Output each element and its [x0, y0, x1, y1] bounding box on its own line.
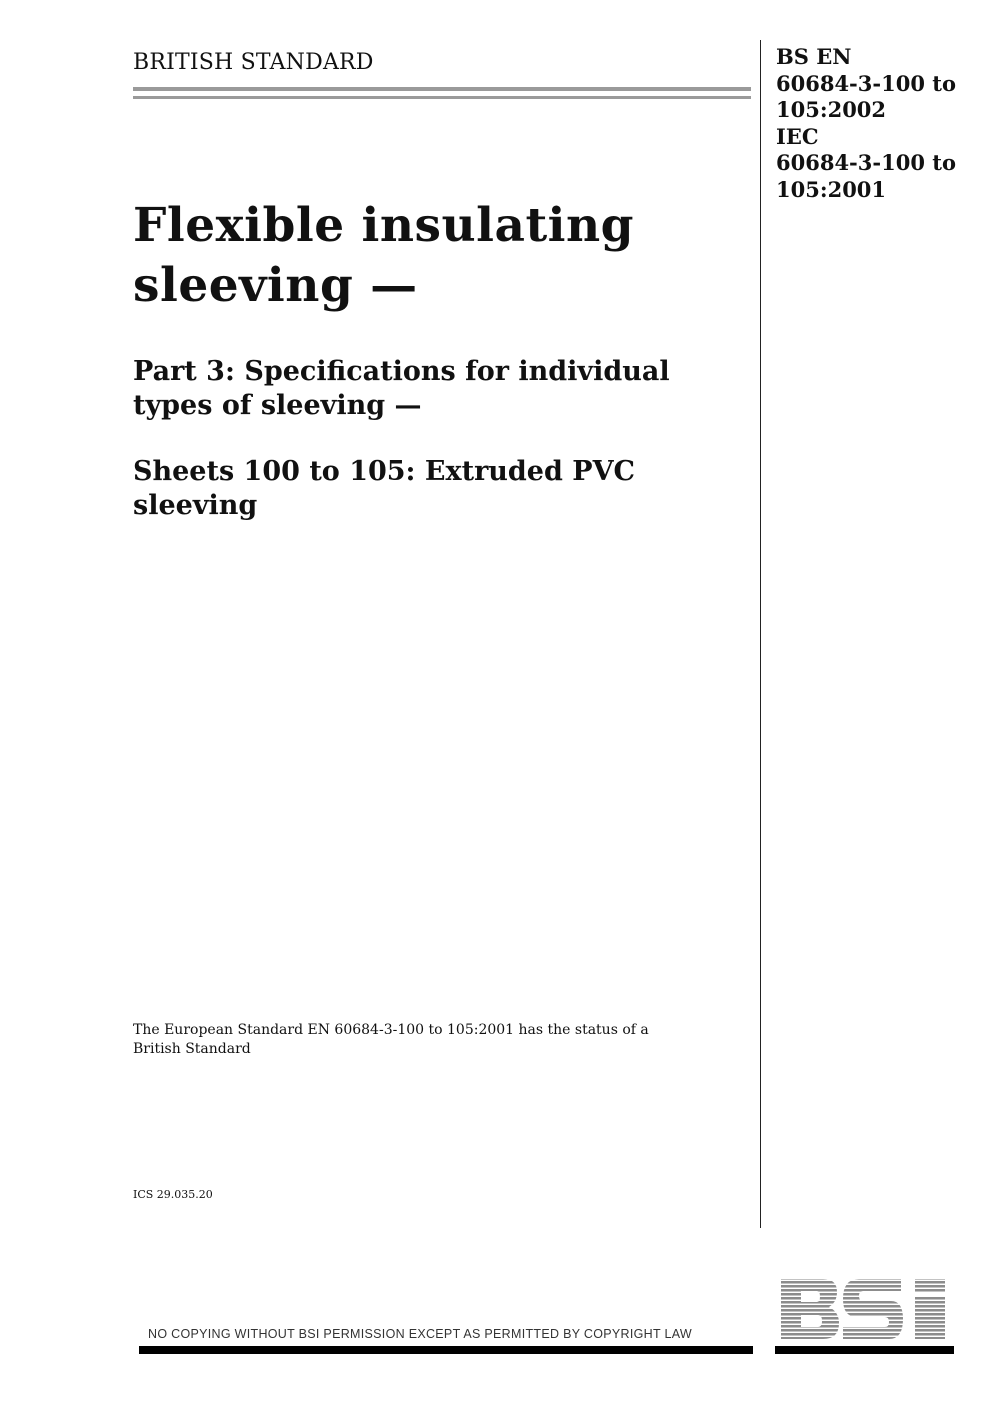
series-label: BRITISH STANDARD — [133, 50, 374, 75]
copyright-notice: NO COPYING WITHOUT BSI PERMISSION EXCEPT AS PERMITTED BY COPYRIGHT LAW — [148, 1327, 693, 1341]
standard-number-line: 60684-3-100 to — [776, 70, 956, 96]
standard-number-line: 60684-3-100 to — [776, 150, 956, 175]
sheets-title-line: sleeving — [133, 490, 258, 521]
ics-code: ICS 29.035.20 — [133, 1188, 213, 1201]
standard-number-line: 105:2001 — [776, 176, 887, 202]
part-title — [133, 355, 670, 423]
status-note — [133, 1021, 649, 1059]
part-title-line: Part 3: Specifications for individual — [133, 356, 670, 387]
column-divider — [760, 40, 761, 1228]
sheets-title-line: Sheets 100 to 105: Extruded PVC — [133, 456, 636, 487]
part-title-line: types of sleeving — — [133, 390, 422, 421]
standard-numbers — [776, 44, 956, 203]
header-rule-thick — [133, 87, 751, 91]
title-line: sleeving — — [133, 258, 418, 313]
document-title — [133, 196, 743, 316]
header-rule-thin — [133, 96, 751, 99]
standard-number-line: IEC — [776, 123, 819, 149]
title-line: Flexible insulating — [133, 198, 635, 253]
standard-number-line: BS EN — [776, 44, 852, 69]
footer-rule — [139, 1346, 753, 1354]
sheets-title — [133, 455, 635, 523]
status-note-line: The European Standard EN 60684-3-100 to 105:2001 has the status of a — [133, 1022, 649, 1038]
standard-number-line: 105:2002 — [776, 97, 887, 122]
footer-rule-right — [775, 1346, 954, 1354]
status-note-line: British Standard — [133, 1041, 251, 1057]
bsi-logo — [779, 1277, 955, 1341]
